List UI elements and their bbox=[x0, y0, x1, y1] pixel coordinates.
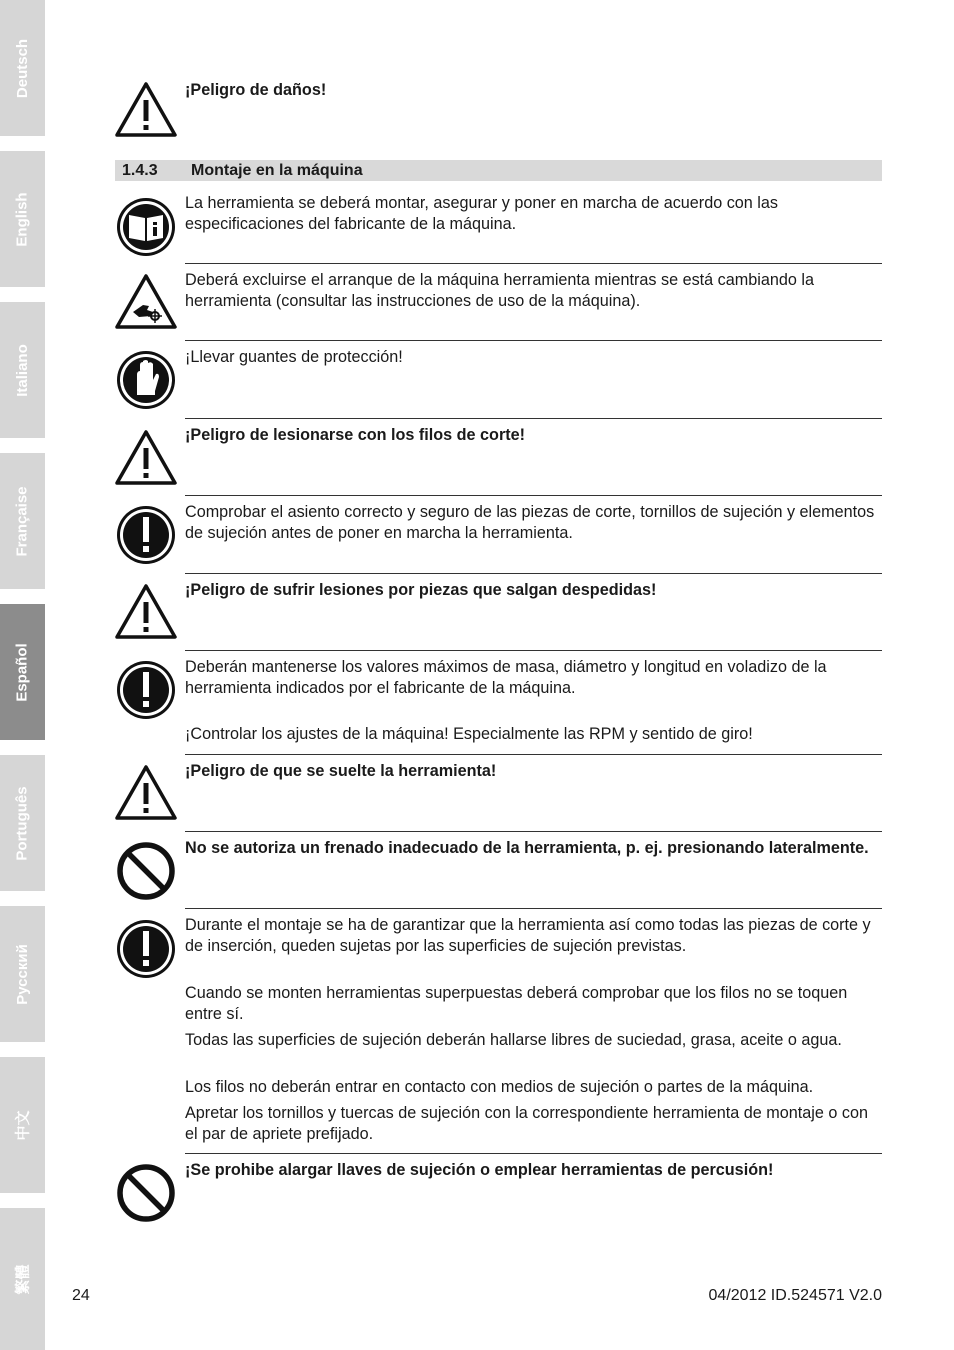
lang-tab-deutsch[interactable] bbox=[0, 0, 45, 136]
notice-text: Comprobar el asiento correcto y seguro de las piezas de corte, tornillos de sujeción y elementos de sujeción antes de poner en marcha la herramienta. bbox=[185, 503, 875, 542]
prohibition-icon bbox=[115, 1162, 177, 1224]
lang-tab-portugues[interactable] bbox=[0, 755, 45, 891]
notice-text: Cuando se monten herramientas superpuestas deberá comprobar que los filos no se toquen entre sí. bbox=[185, 984, 848, 1023]
notice-text: Deberán mantenerse los valores máximos de masa, diámetro y longitud en voladizo de la herramienta indicados por el fabricante de la máquina. bbox=[185, 658, 827, 697]
document-id: 04/2012 ID.524571 V2.0 bbox=[708, 1287, 882, 1304]
separator bbox=[185, 263, 882, 264]
lang-tab-label: Française bbox=[14, 485, 32, 557]
wear-gloves-icon bbox=[115, 349, 177, 411]
warning-triangle-icon bbox=[115, 763, 177, 825]
lang-tab-francaise[interactable] bbox=[0, 453, 45, 589]
notice-text: Todas las superficies de sujeción deberán hallarse libres de suciedad, grasa, aceite o agua. bbox=[185, 1031, 842, 1049]
lang-tab-russian[interactable] bbox=[0, 906, 45, 1042]
lang-tab-label: Italiano bbox=[14, 343, 32, 397]
mandatory-action-icon bbox=[115, 659, 177, 721]
separator bbox=[185, 573, 882, 574]
read-manual-icon bbox=[115, 196, 177, 258]
lang-tab-label: Deutsch bbox=[14, 38, 31, 98]
lang-tab-chinese[interactable] bbox=[0, 1057, 45, 1193]
lang-tab-label: 中文 bbox=[14, 1109, 32, 1141]
notice-text: La herramienta se deberá montar, asegurar y poner en marcha de acuerdo con las especificaciones del fabricante de la máquina. bbox=[185, 194, 778, 233]
notice-text: Los filos no deberán entrar en contacto con medios de sujeción o partes de la máquina. bbox=[185, 1078, 814, 1096]
lang-tab-label: Español bbox=[14, 642, 32, 702]
separator bbox=[185, 418, 882, 419]
lang-tab-label: English bbox=[14, 191, 32, 247]
lang-tab-label: 繁體 bbox=[14, 1263, 32, 1295]
lang-tab-english[interactable] bbox=[0, 151, 45, 287]
lang-tab-label: Русский bbox=[14, 943, 32, 1005]
lang-tab-italiano[interactable] bbox=[0, 302, 45, 438]
notice-text: ¡Controlar los ajustes de la máquina! Especialmente las RPM y sentido de giro! bbox=[185, 725, 753, 743]
warning-triangle-icon bbox=[115, 80, 177, 142]
section-heading bbox=[115, 160, 882, 181]
notice-text: ¡Llevar guantes de protección! bbox=[185, 348, 403, 366]
notice-text: ¡Peligro de que se suelte la herramienta! bbox=[185, 762, 497, 780]
separator bbox=[185, 650, 882, 651]
separator bbox=[185, 1153, 882, 1154]
separator bbox=[185, 495, 882, 496]
notice-text: ¡Se prohibe alargar llaves de sujeción o emplear herramientas de percusión! bbox=[185, 1161, 774, 1179]
mandatory-action-icon bbox=[115, 918, 177, 980]
section-number: 1.4.3 bbox=[122, 162, 158, 179]
separator bbox=[185, 831, 882, 832]
separator bbox=[185, 340, 882, 341]
separator bbox=[185, 754, 882, 755]
warning-triangle-icon bbox=[115, 582, 177, 644]
notice-text: Apretar los tornillos y tuercas de sujeción con la correspondiente herramienta de montaje o con el par de apriete prefijado. bbox=[185, 1104, 868, 1143]
notice-text: Deberá excluirse el arranque de la máquina herramienta mientras se está cambiando la herramienta (consultar las instrucciones de uso de la máquina). bbox=[185, 271, 814, 310]
lang-tab-label: Português bbox=[14, 785, 31, 861]
mandatory-action-icon bbox=[115, 504, 177, 566]
lang-tab-traditional-chinese[interactable] bbox=[0, 1208, 45, 1350]
warning-triangle-icon bbox=[115, 428, 177, 490]
prohibition-icon bbox=[115, 840, 177, 902]
notice-text: Durante el montaje se ha de garantizar que la herramienta así como todas las piezas de corte y de inserción, queden sujetas por las superficies de sujeción previstas. bbox=[185, 916, 871, 955]
separator bbox=[185, 908, 882, 909]
notice-text: ¡Peligro de sufrir lesiones por piezas que salgan despedidas! bbox=[185, 581, 657, 599]
page-number: 24 bbox=[72, 1287, 90, 1304]
lang-tab-espanol[interactable] bbox=[0, 604, 45, 740]
hand-crush-warning-icon bbox=[115, 272, 177, 334]
section-title: Montaje en la máquina bbox=[191, 162, 363, 179]
notice-text: No se autoriza un frenado inadecuado de la herramienta, p. ej. presionando lateralmente. bbox=[185, 839, 869, 857]
notice-text: ¡Peligro de daños! bbox=[185, 81, 327, 99]
notice-text: ¡Peligro de lesionarse con los filos de corte! bbox=[185, 426, 526, 444]
